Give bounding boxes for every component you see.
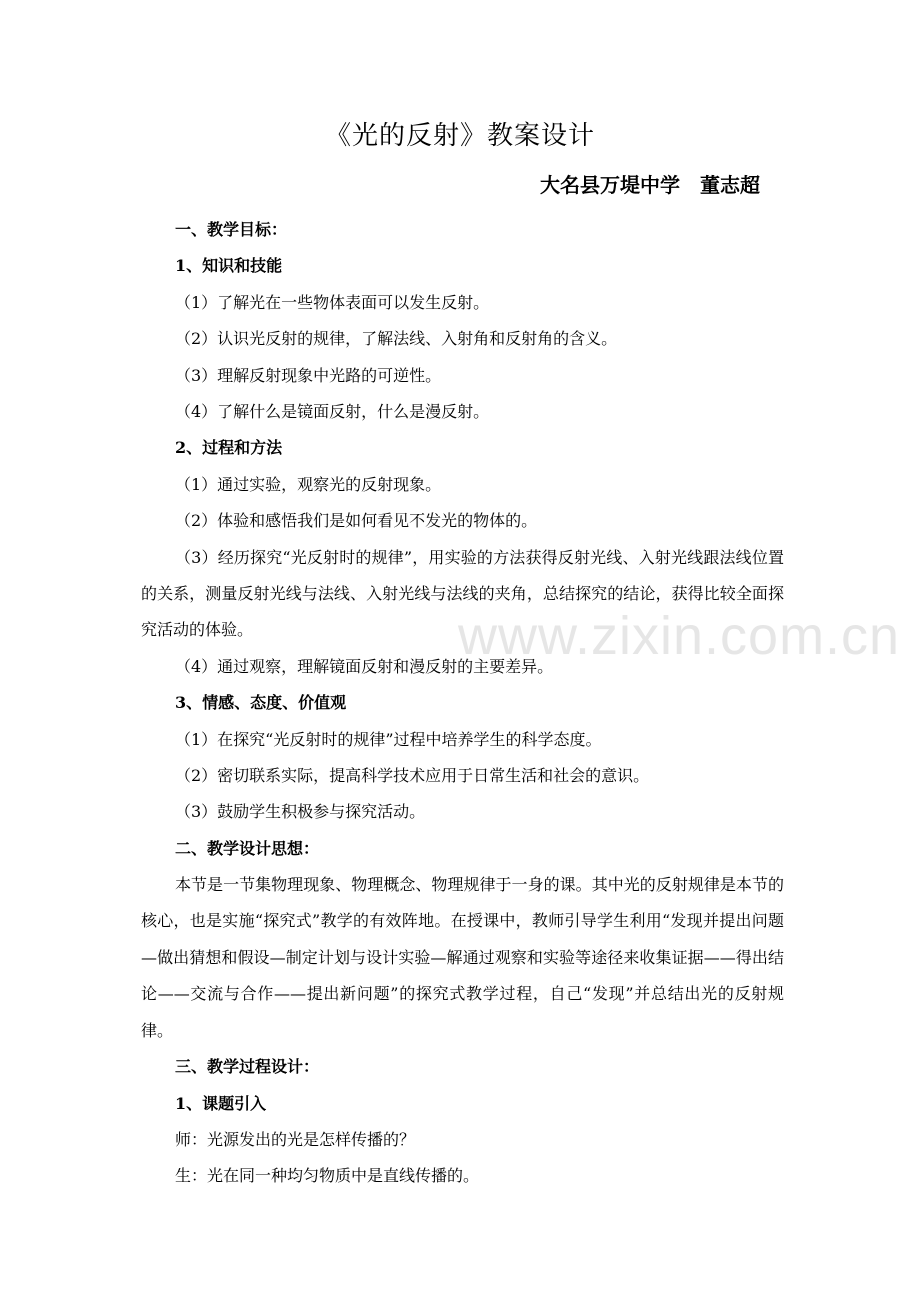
subheading-emotion-attitude-values: 3、情感、态度、价值观 [175,693,347,713]
dialog-line-student: 生：光在同一种均匀物质中是直线传播的。 [175,1166,480,1186]
subheading-process-methods: 2、过程和方法 [175,438,283,458]
document-title: 《光的反射》教案设计 [324,121,595,151]
subheading-topic-intro: 1、课题引入 [175,1093,267,1113]
list-item: （2）认识光反射的规律，了解法线、入射角和反射角的含义。 [175,329,618,349]
list-item: （3）理解反射现象中光路的可逆性。 [175,365,442,385]
section-heading-teaching-goals: 一、教学目标： [175,220,288,239]
dialog-line-teacher: 师：光源发出的光是怎样传播的？ [175,1129,416,1149]
list-item: （2）密切联系实际，提高科学技术应用于日常生活和社会的意识。 [175,765,650,785]
list-item: （1）在探究“光反射时的规律”过程中培养学生的科学态度。 [175,729,602,749]
section-heading-teaching-process: 三、教学过程设计： [175,1057,320,1077]
list-item: （1）通过实验，观察光的反射现象。 [175,474,442,494]
section-heading-design-idea: 二、教学设计思想： [175,838,320,858]
list-item: （2）体验和感悟我们是如何看见不发光的物体的。 [175,511,538,531]
list-item: （4）了解什么是镜面反射，什么是漫反射。 [175,401,490,421]
watermark: www.zixin.com.cn [458,606,901,666]
list-item: （4）通过观察，理解镜面反射和漫反射的主要差异。 [175,656,554,676]
subheading-knowledge-skills: 1、知识和技能 [175,256,283,276]
document-body [141,212,784,1195]
list-item: （3）鼓励学生积极参与探究活动。 [175,802,426,822]
list-item: （1）了解光在一些物体表面可以发生反射。 [175,292,490,312]
list-item-paragraph: （3）经历探究“光反射时的规律”，用实验的方法获得反射光线、入射光线跟法线位置的关系，测量反射光线与法线、入射光线与法线的夹角，总结探究的结论，获得比较全面探究活动的体验。 [141,547,784,640]
design-idea-paragraph: 本节是一节集物理现象、物理概念、物理规律于一身的课。其中光的反射规律是本节的核心，也是实施“探究式”教学的有效阵地。在授课中，教师引导学生利用“发现并提出问题—做出猜想和假设—制定计划与设计实验—解通过观察和实验等途径来收集证据——得出结论——交流与合作——提出新问题”的探究式教学过程，自己“发现”并总结出光的反射规律。 [141,875,784,1040]
document-author: 大名县万堤中学 董志超 [540,173,760,197]
